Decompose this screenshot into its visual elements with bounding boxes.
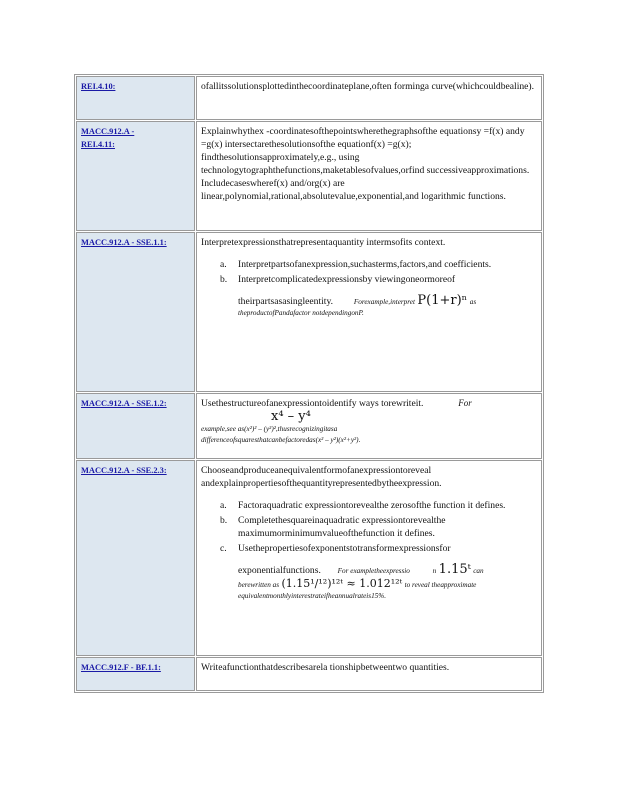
example-text: as — [469, 298, 477, 306]
continuation-text: exponentialfunctions. — [238, 565, 321, 576]
standard-code-link[interactable]: REI.4.11: — [81, 140, 115, 149]
math-expression: (1.15¹/¹²)¹²ᵗ ≈ 1.012¹²ᵗ — [281, 577, 403, 590]
list-item — [201, 499, 537, 512]
table-row — [76, 393, 542, 459]
math-expression: x⁴ – y⁴ — [271, 409, 311, 424]
sub-item-list — [201, 258, 537, 319]
table-row — [76, 76, 542, 120]
standard-code-link[interactable]: MACC.912.A - SSE.1.2: — [81, 399, 167, 408]
example-text: can — [473, 567, 484, 575]
list-marker: a. — [220, 500, 227, 511]
standard-intro — [201, 397, 537, 410]
standard-description: Explainwhythex -coordinatesofthepointswherethegraphsofthe equationsy =f(x) andy =g(x) intersectarethesolutionsofthe equationf(x) =g(x); findthesolutionsapproximately,e.g., using technologytographthefunctions,maketablesofvalues,orfind successiveapproximations. Includecaseswheref(x) and/org(x) are linear,polynomial,rational,absolutevalue,exponential,and logarithmic functions. — [196, 121, 542, 231]
list-item — [201, 258, 537, 271]
list-marker: c. — [220, 543, 227, 554]
standard-code-cell — [76, 76, 195, 120]
table-row — [76, 460, 542, 656]
standard-code-link[interactable]: MACC.912.A - SSE.1.1: — [81, 238, 167, 247]
standard-description — [196, 393, 542, 459]
example-text: example,see as(x²)² – (y²)²,thusrecognizingitasa — [201, 425, 338, 433]
standard-intro: Interpretexpressionsthatrepresentaquantity intermsofits context. — [201, 237, 446, 248]
list-continuation — [238, 577, 537, 591]
standard-code-link[interactable]: REI.4.10: — [81, 82, 116, 91]
list-item — [201, 542, 537, 602]
list-item-text: Factoraquadratic expressiontorevealthe zerosofthe function it defines. — [238, 500, 506, 511]
table-row — [76, 232, 542, 392]
standard-description: Writeafunctionthatdescribesarela tionshipbetweentwo quantities. — [196, 657, 542, 691]
standard-code-link[interactable]: MACC.912.A - — [81, 127, 135, 136]
table-row — [76, 657, 542, 691]
standard-description — [196, 232, 542, 392]
standard-description: ofallitssolutionsplottedinthecoordinateplane,often forminga curve(whichcouldbealine). — [196, 76, 542, 120]
list-item — [201, 514, 537, 540]
intro-text: Usethestructureofanexpressiontoidentify ways torewriteit. — [201, 398, 424, 409]
list-marker: b. — [220, 515, 228, 526]
example-text: equivalentmonthlyinterestrateifheannualrateis15%. — [238, 592, 387, 600]
list-item-text: Interpretpartsofanexpression,suchasterms,factors,and coefficients. — [238, 259, 492, 270]
list-item-text: Completethesquareinaquadratic expressiontorevealthe maximumorminimumvalueofthefunction it defines. — [238, 515, 446, 539]
example-text: theproductofPandafactor notdependingonP. — [238, 309, 364, 317]
standard-code-cell — [76, 460, 195, 656]
standards-table — [74, 74, 544, 693]
list-marker: a. — [220, 259, 227, 270]
list-continuation — [238, 294, 537, 308]
standard-code-link[interactable]: MACC.912.A - SSE.2.3: — [81, 466, 167, 475]
example-text: n — [432, 567, 437, 575]
math-expression: 1.15ᵗ — [438, 562, 471, 577]
example-text: differenceofsquaresthatcanbefactoredas(x² – y²)(x²+y²). — [201, 436, 361, 444]
example-text: berewritten as — [238, 581, 280, 589]
example-text: Forexample,interpret — [353, 298, 415, 306]
standard-description — [196, 460, 542, 656]
list-continuation — [238, 563, 537, 577]
standard-code-cell — [76, 121, 195, 231]
standard-code-link[interactable]: MACC.912.F - BF.1.1: — [81, 663, 161, 672]
list-item — [201, 273, 537, 319]
math-expression: P(1+r)ⁿ — [417, 293, 468, 308]
sub-item-list — [201, 499, 537, 602]
continuation-text: theirpartsasasingleentity. — [238, 296, 334, 307]
example-text: For exampletheexpressio — [337, 567, 410, 575]
standard-code-cell — [76, 393, 195, 459]
standard-code-cell — [76, 657, 195, 691]
list-marker: b. — [220, 274, 228, 285]
list-item-text: Interpretcomplicatedexpressionsby viewingoneormoreof — [238, 274, 456, 285]
list-item-text: Usethepropertiesofexponentstotransformexpressionsfor — [238, 543, 451, 554]
example-text: to reveal theapproximate — [404, 581, 477, 589]
example-text: For — [458, 398, 472, 408]
standard-intro: Chooseandproduceanequivalentformofanexpressiontoreveal andexplainpropertiesofthequantityrepresentedbytheexpression. — [201, 465, 442, 489]
standard-code-cell — [76, 232, 195, 392]
table-row — [76, 121, 542, 231]
